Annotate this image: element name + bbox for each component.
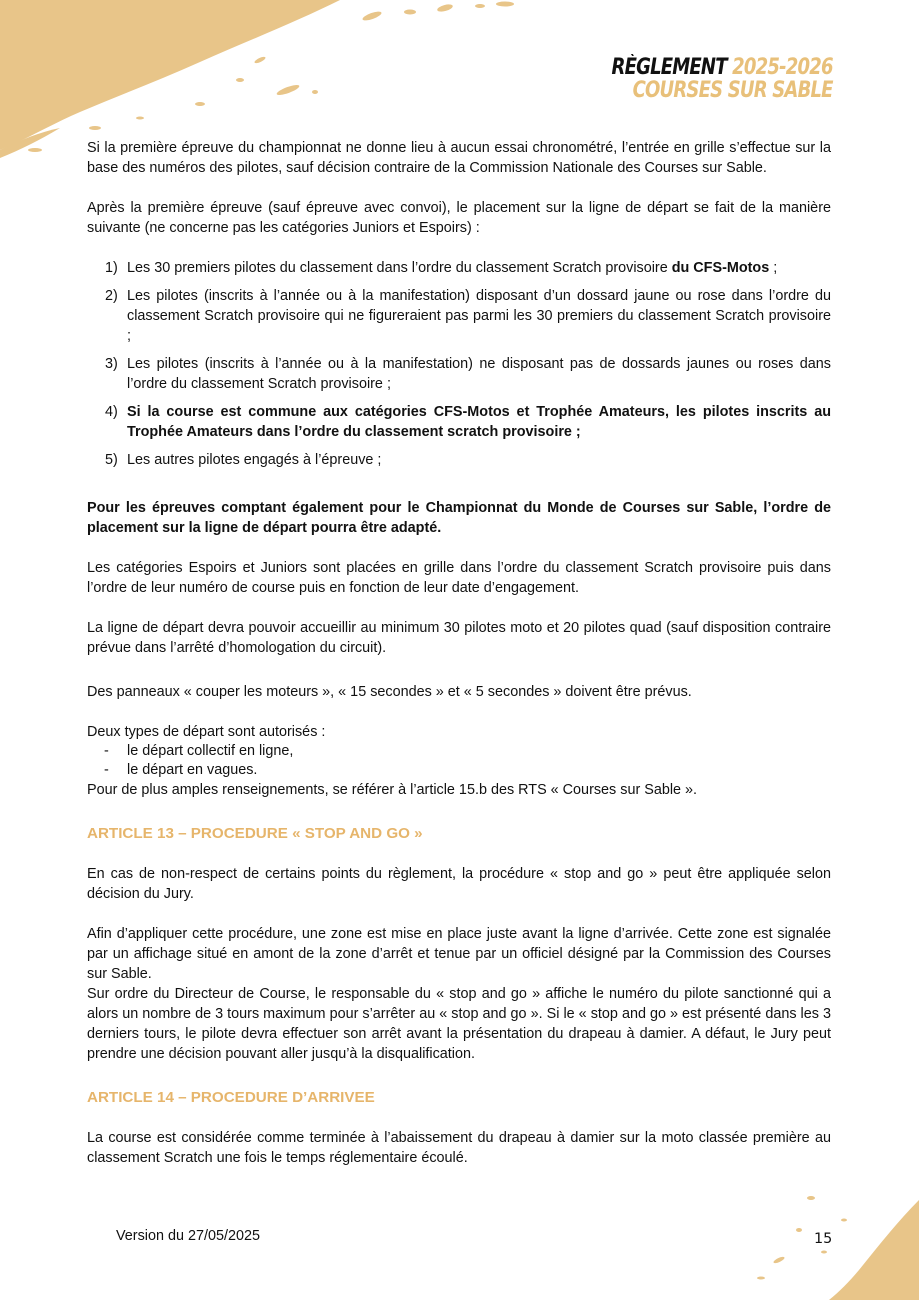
header-title-regulation: RÈGLEMENT xyxy=(611,55,728,80)
list-item: 3) Les pilotes (inscrits à l’année ou à la manifestation) ne disposant pas de dossards jaunes ou roses dans l’ordre du classement Scratch provisoire ; xyxy=(105,356,831,392)
article-13-paragraph-3: Sur ordre du Directeur de Course, le responsable du « stop and go » affiche le numéro du pilote sanctionné qui a alors un nombre de 3 tours maximum pour s’arrêter au « stop and go ». Si le « stop and go » est présenté dans les 3 derniers tours, le pilote devra effectuer son arrêt avant la présentation du drapeau à damier. A défaut, le Jury peut prendre une décision pouvant aller jusqu’à la disqualification. xyxy=(87,986,831,1062)
document-header xyxy=(612,56,833,102)
article-14-paragraph-1: La course est considérée comme terminée à l’abaissement du drapeau à damier sur la moto classée première au classement Scratch une fois le temps réglementaire écoulé. xyxy=(87,1130,831,1166)
article-13-heading: ARTICLE 13 – PROCEDURE « STOP AND GO » xyxy=(87,825,423,842)
article-14-heading: ARTICLE 14 – PROCEDURE D’ARRIVEE xyxy=(87,1089,375,1106)
paragraph-more-info: Pour de plus amples renseignements, se référer à l’article 15.b des RTS « Courses sur Sable ». xyxy=(87,782,698,798)
document-body xyxy=(87,138,831,1168)
start-types-intro: Deux types de départ sont autorisés : xyxy=(87,724,326,740)
article-13-paragraph-2: Afin d’appliquer cette procédure, une zone est mise en place juste avant la ligne d’arrivée. Cette zone est signalée par un affichage situé en amont de la zone d’arrêt et tenue par un officiel désigné par la Commission des Courses sur Sable. xyxy=(87,926,831,982)
list-item: 2) Les pilotes (inscrits à l’année ou à la manifestation) disposant d’un dossard jaune ou rose dans l’ordre du classement Scratch provisoire qui ne figureraient pas parmi les 30 premiers du classement Scratch provisoire ; xyxy=(105,288,831,344)
list-item: 5) Les autres pilotes engagés à l’épreuve ; xyxy=(105,452,382,468)
footer-version: Version du 27/05/2025 xyxy=(116,1228,261,1244)
world-championship-note: Pour les épreuves comptant également pour le Championnat du Monde de Courses sur Sable, l’ordre de placement sur la ligne de départ pourra être adapté. xyxy=(87,500,831,536)
start-types-list xyxy=(87,742,831,780)
page-number: 15 xyxy=(814,1231,833,1247)
paragraph-after-first-event: Après la première épreuve (sauf épreuve avec convoi), le placement sur la ligne de départ se fait de la manière suivante (ne concerne pas les catégories Juniors et Espoirs) : xyxy=(87,200,831,236)
list-item: - le départ en vagues. xyxy=(104,762,258,778)
article-13-paragraph-1: En cas de non-respect de certains points du règlement, la procédure « stop and go » peut être appliquée selon décision du Jury. xyxy=(87,866,831,902)
list-item: 1) Les 30 premiers pilotes du classement dans l’ordre du classement Scratch provisoire du CFS-Motos ; xyxy=(105,260,778,276)
header-subtitle: COURSES SUR SABLE xyxy=(632,78,833,103)
header-title xyxy=(612,56,833,79)
paragraph-espoirs-juniors: Les catégories Espoirs et Juniors sont placées en grille dans l’ordre du classement Scratch provisoire puis dans l’ordre de leur numéro de course puis en fonction de leur date d’engagement. xyxy=(87,560,831,596)
sand-splash-corner-decoration xyxy=(749,1190,919,1300)
header-title-season: 2025-2026 xyxy=(732,55,833,80)
list-item: - le départ collectif en ligne, xyxy=(104,743,294,759)
paragraph-start-line: La ligne de départ devra pouvoir accueillir au minimum 30 pilotes moto et 20 pilotes quad (sauf disposition contraire prévue dans l’arrêté d’homologation du circuit). xyxy=(87,620,831,656)
paragraph-panels: Des panneaux « couper les moteurs », « 15 secondes » et « 5 secondes » doivent être prévus. xyxy=(87,684,692,700)
paragraph-first-event: Si la première épreuve du championnat ne donne lieu à aucun essai chronométré, l’entrée en grille s’effectue sur la base des numéros des pilotes, sauf décision contraire de la Commission Nationale des Courses sur Sable. xyxy=(87,140,831,176)
list-item: 4) Si la course est commune aux catégories CFS-Motos et Trophée Amateurs, les pilotes inscrits au Trophée Amateurs dans l’ordre du classement scratch provisoire ; xyxy=(105,404,831,440)
start-order-list xyxy=(87,258,831,470)
